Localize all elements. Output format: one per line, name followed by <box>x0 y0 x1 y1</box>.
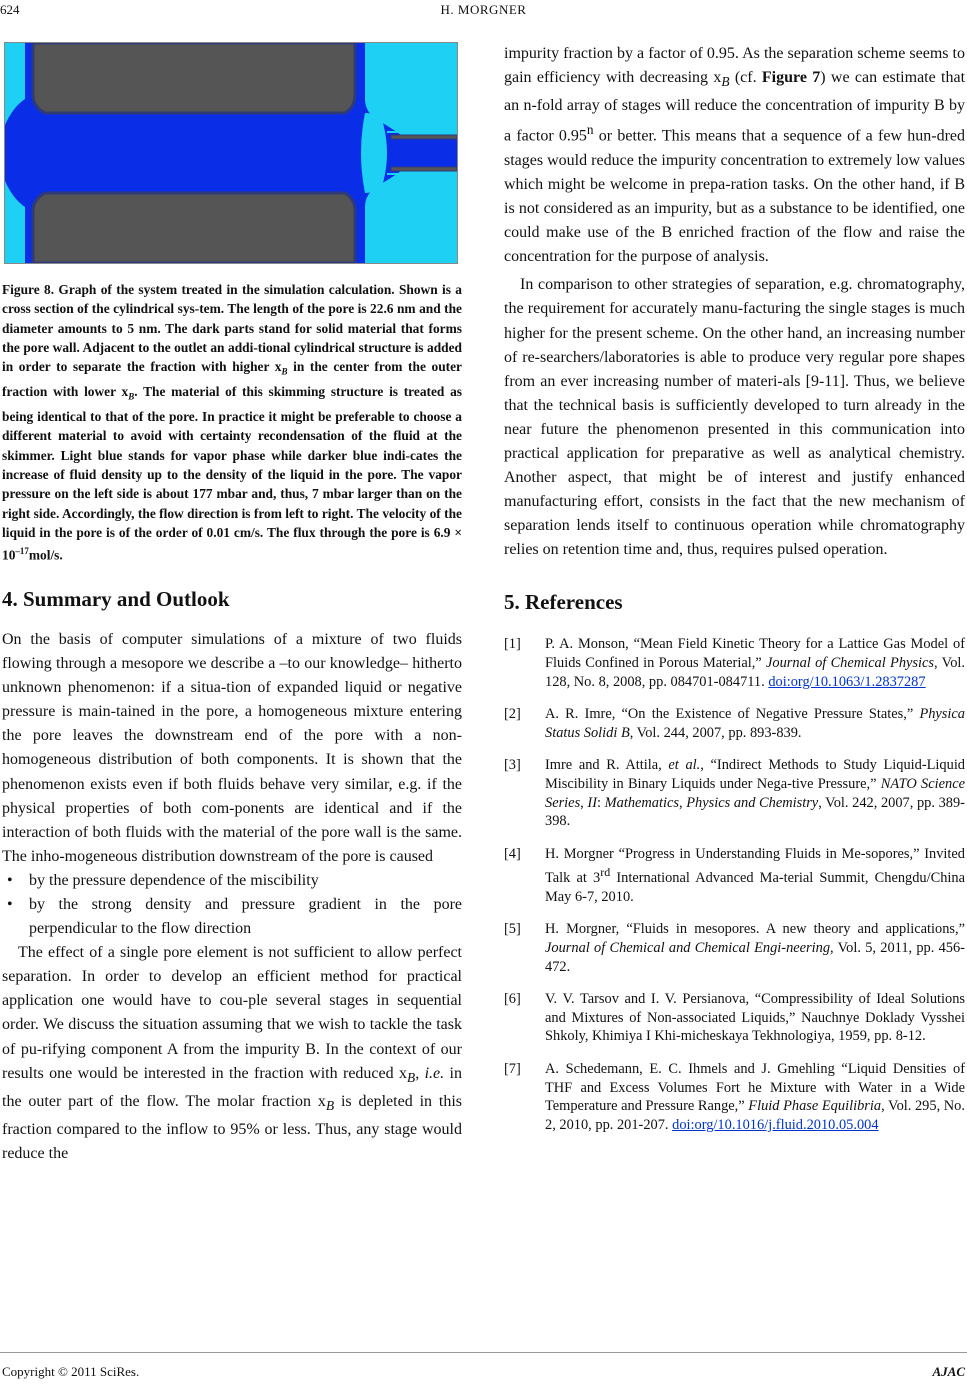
journal-name: AJAC <box>932 1364 965 1379</box>
bullet-list <box>2 869 462 941</box>
reference-item: [4] H. Morgner “Progress in Understanding Fluids in Me-sopores,” Invited Talk at 3rd International Advanced Ma-terial Summit, Chengdu/China May 6-7, 2010. <box>504 845 965 905</box>
solid-wall-lower <box>33 193 355 263</box>
outlet-vapor <box>361 113 387 193</box>
reference-item: [6] V. V. Tarsov and I. V. Persianova, “Compressibility of Ideal Solutions and Mixtures of Non-associated Liquids,” Nauchnye Doklady Vysshei Shkoly, Khimiya I Khi-micheskaya Tekhnologiya, 1959, pp. 8-12. <box>504 991 965 1045</box>
skimmer-upper <box>391 135 457 139</box>
section-4-paragraph-3: impurity fraction by a factor of 0.95. As the separation scheme seems to gain efficiency with decreasing $x_B$ (cf. Figure 7) we can estimate that an n-fold array of stages will reduce the concentration of impurity B by a factor 0.95$^n$ or better. This means that a sequence of a few hun-dred stages would reduce the impurity concentration to extremely low values which might be welcome in prepa-ration tasks. On the other hand, if B is not considered as an impurity, but as a substance to be identified, one could make use of the B enriched fraction of the flow and raise the concentration for the purpose of analysis. <box>504 45 966 266</box>
footer-rule <box>0 1352 967 1353</box>
solid-wall-upper <box>33 43 355 113</box>
right-column <box>504 42 965 1148</box>
figure-8-simulation-graphic <box>4 42 458 264</box>
bullet-item: • by the strong density and pressure gradient in the pore perpendicular to the flow direction <box>2 893 462 941</box>
skimmer-lower <box>391 167 457 171</box>
figure-caption: Figure 8. Graph of the system treated in the simulation calculation. Shown is a cross section of the cylindrical sys-tem. The length of the pore is 22.6 nm and the diameter amounts to 5 nm. The dark parts stand for solid material that forms the pore wall. Adjacent to the outlet an addi-tional cylindrical structure is added in order to separate the fraction with higher $x_B$ in the center from the outer fraction with lower $x_B$. The material of this skimming structure is treated as being identical to that of the pore. In practice it might be preferable to choose a different material to avoid with certainty recondensation of the fluid at the skimmer. Light blue stands for vapor phase while darker blue indi-cates the increase of fluid density up to the density of the liquid in the pore. The vapor pressure on the left side is about 177 mbar and, thus, 7 mbar larger than on the right side. Accordingly, the flow direction is from left to right. The velocity of the liquid in the pore is of the order of 0.01 cm/s. The flux through the pore is $6.9 \times 10^{-17}mol/s$. <box>2 282 462 563</box>
skimmer-gap-lower <box>387 173 457 175</box>
liquid-channel <box>5 139 457 167</box>
section-4-paragraph-1: On the basis of computer simulations of a mixture of two fluids flowing through a mesopore we describe a –to our knowledge– hitherto unknown phenomenon: if a situa-tion of expanded liquid or negative pressure is main-tained in the pore, a homogeneous mixture entering the pore leaves the downstream end of the pore with a non-homogeneous distribution of both components. It is shown that the phenomenon exists even if both fluids behave very similar, e.g. if the physical properties of both com-ponents are identical and if the interaction of both fluids with the material of the pore wall is the same. The inho-mogeneous distribution downstream of the pore is caused <box>2 630 462 865</box>
running-head: H. MORGNER <box>440 2 527 17</box>
skimmer-gap-upper <box>387 131 457 133</box>
reference-list <box>504 635 965 1134</box>
doi-link[interactable]: doi:org/10.1063/1.2837287 <box>768 673 926 690</box>
reference-item: [1] P. A. Monson, “Mean Field Kinetic Theory for a Lattice Gas Model of Fluids Confined in Porous Material,” Journal of Chemical Physics, Vol. 128, No. 8, 2008, pp. 084701-084711. doi:org/10.1063/1.2837287 <box>504 636 965 690</box>
figure-7-reference[interactable]: Figure 7 <box>761 69 821 87</box>
section-4-paragraph-2: The effect of a single pore element is not sufficient to allow perfect separation. In order to develop an efficient method for practical application one would have to cou-ple several stages in sequential order. We discuss the situation assuming that we wish to tackle the task of pu-rifying component A from the impurity B. In the context of our results one would be interested in the fraction with reduced $x_B$, i.e. in the outer part of the flow. The molar fraction $x_B$ is depleted in this fraction compared to the inflow to 95% or less. Thus, any stage would reduce the <box>2 944 462 1163</box>
copyright: Copyright © 2011 SciRes. <box>2 1364 140 1379</box>
doi-link[interactable]: doi:org/10.1016/j.fluid.2010.05.004 <box>672 1116 879 1133</box>
section-5-heading: 5. References <box>504 590 623 615</box>
pore-cross-section <box>5 43 457 263</box>
left-column <box>2 42 462 1166</box>
section-4-paragraph-4: In comparison to other strategies of separation, e.g. chromatography, the requirement for accurately manu-facturing the single stages is much higher for the present scheme. On the other hand, an increasing number of re-searchers/laboratories is able to produce very regular pore shapes from an ever increasing number of materi-als [9-11]. Thus, we believe that the technical basis is sufficiently developed to turn already in the near future the phenomenon presented in this communication into practical application for preparative as well as analytical chemistry. Another aspect, that might be of interest and justify enhanced manufacturing effort, consists in the fact that the new mechanism of separation lends itself to continuous operation while chromatography relies on retention time and, thus, requires pulsed operation. <box>504 276 965 559</box>
reference-item: [7] A. Schedemann, E. C. Ihmels and J. Gmehling “Liquid Densities of THF and Excess Volumes Fort he Mixture with Water in a Wide Temperature and Pressure Range,” Fluid Phase Equilibria, Vol. 295, No. 2, 2010, pp. 201-207. doi:org/10.1016/j.fluid.2010.05.004 <box>504 1060 965 1133</box>
reference-item: [2] A. R. Imre, “On the Existence of Negative Pressure States,” Physica Status Solidi B, Vol. 244, 2007, pp. 893-839. <box>504 706 965 741</box>
reference-item: [3] Imre and R. Attila, et al., “Indirect Methods to Study Liquid-Liquid Miscibility in Binary Liquids under Nega-tive Pressure,” NATO Science Series, II: Mathematics, Physics and Chemistry, Vol. 242, 2007, pp. 389-398. <box>504 757 966 830</box>
section-4-heading: 4. Summary and Outlook <box>2 586 230 611</box>
footer <box>2 1364 965 1380</box>
page-number: 624 <box>0 2 20 17</box>
reference-item: [5] H. Morgner, “Fluids in mesopores. A new theory and applications,” Journal of Chemical and Chemical Engi-neering, Vol. 5, 2011, pp. 456- 472. <box>504 921 965 975</box>
bullet-item: • by the pressure dependence of the miscibility <box>2 869 462 893</box>
